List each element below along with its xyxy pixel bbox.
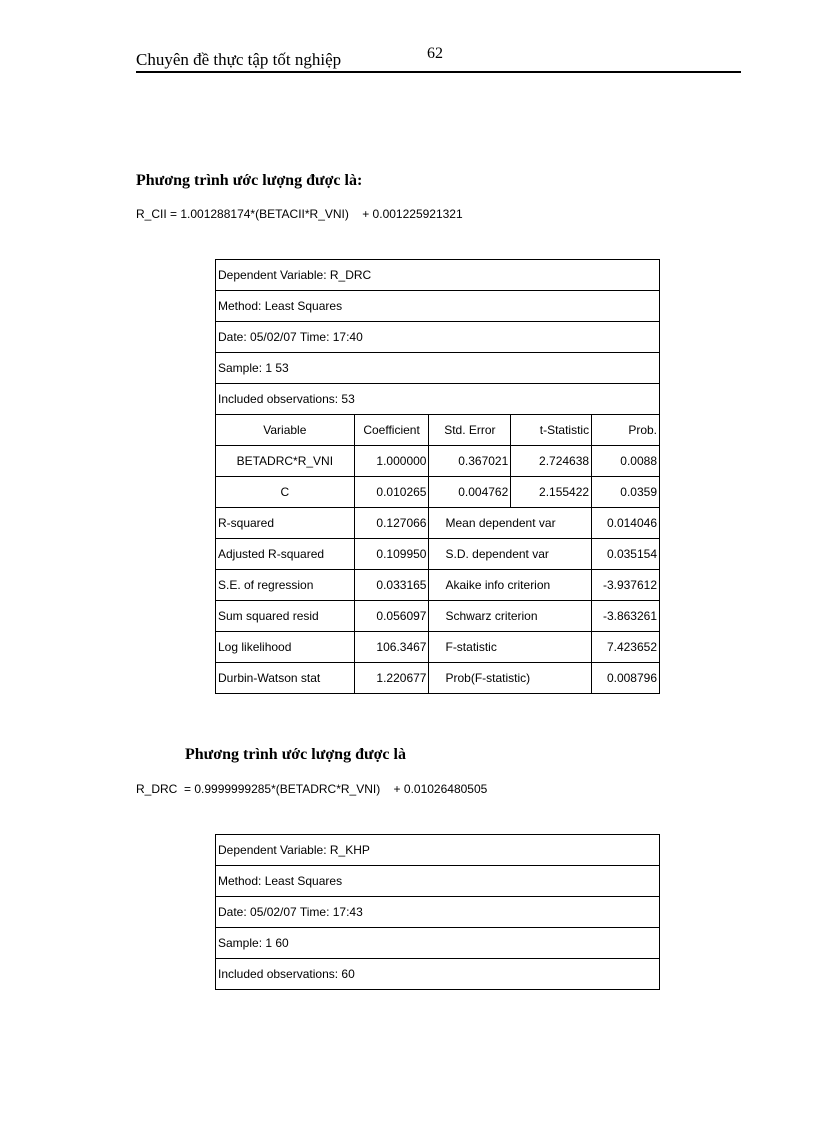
stat-label: Mean dependent var — [429, 508, 592, 539]
stat-row — [216, 663, 660, 694]
document-header-title: Chuyên đề thực tập tốt nghiệp — [136, 50, 342, 69]
stat-value: 0.056097 — [354, 601, 429, 632]
stat-value: -3.937612 — [592, 570, 660, 601]
dependent-variable: Dependent Variable: R_KHP — [216, 835, 660, 866]
regression-table-2 — [215, 834, 660, 990]
table-row — [216, 446, 660, 477]
stat-label: S.E. of regression — [216, 570, 355, 601]
stat-row — [216, 508, 660, 539]
column-header: Prob. — [592, 415, 660, 446]
prob-cell: 0.0359 — [592, 477, 660, 508]
section2-equation: R_DRC = 0.9999999285*(BETADRC*R_VNI) + 0.01026480505 — [136, 782, 488, 796]
column-header: t-Statistic — [511, 415, 592, 446]
section2-heading: Phương trình ước lượng được là — [185, 746, 406, 763]
stat-label: Sum squared resid — [216, 601, 355, 632]
prob-cell: 0.0088 — [592, 446, 660, 477]
t-statistic-cell: 2.724638 — [511, 446, 592, 477]
date-time: Date: 05/02/07 Time: 17:43 — [216, 897, 660, 928]
stat-value: 106.3467 — [354, 632, 429, 663]
std-error-cell: 0.004762 — [429, 477, 511, 508]
column-header-row — [216, 415, 660, 446]
stat-label: Akaike info criterion — [429, 570, 592, 601]
column-header: Std. Error — [429, 415, 511, 446]
method: Method: Least Squares — [216, 291, 660, 322]
t-statistic-cell: 2.155422 — [511, 477, 592, 508]
stat-label: Adjusted R-squared — [216, 539, 355, 570]
stat-label: Log likelihood — [216, 632, 355, 663]
stat-label: Prob(F-statistic) — [429, 663, 592, 694]
stat-value: 0.127066 — [354, 508, 429, 539]
section1-equation: R_CII = 1.001288174*(BETACII*R_VNI) + 0.001225921321 — [136, 207, 463, 221]
stat-value: -3.863261 — [592, 601, 660, 632]
regression-table-1 — [215, 259, 660, 694]
method: Method: Least Squares — [216, 866, 660, 897]
sample: Sample: 1 53 — [216, 353, 660, 384]
stat-row — [216, 632, 660, 663]
section1-heading: Phương trình ước lượng được là: — [136, 172, 363, 189]
stat-row — [216, 601, 660, 632]
stat-label: F-statistic — [429, 632, 592, 663]
dependent-variable: Dependent Variable: R_DRC — [216, 260, 660, 291]
stat-label: Durbin-Watson stat — [216, 663, 355, 694]
stat-label: R-squared — [216, 508, 355, 539]
variable-cell: C — [216, 477, 355, 508]
column-header: Variable — [216, 415, 355, 446]
stat-label: S.D. dependent var — [429, 539, 592, 570]
stat-value: 0.014046 — [592, 508, 660, 539]
stat-value: 7.423652 — [592, 632, 660, 663]
page-number: 62 — [427, 45, 443, 62]
variable-cell: BETADRC*R_VNI — [216, 446, 355, 477]
coefficient-cell: 1.000000 — [354, 446, 429, 477]
stat-label: Schwarz criterion — [429, 601, 592, 632]
header-divider — [136, 71, 741, 73]
sample: Sample: 1 60 — [216, 928, 660, 959]
table-row — [216, 477, 660, 508]
date-time: Date: 05/02/07 Time: 17:40 — [216, 322, 660, 353]
stat-value: 1.220677 — [354, 663, 429, 694]
coefficient-cell: 0.010265 — [354, 477, 429, 508]
stat-value: 0.109950 — [354, 539, 429, 570]
stat-value: 0.033165 — [354, 570, 429, 601]
stat-value: 0.008796 — [592, 663, 660, 694]
stat-row — [216, 539, 660, 570]
stat-value: 0.035154 — [592, 539, 660, 570]
std-error-cell: 0.367021 — [429, 446, 511, 477]
stat-row — [216, 570, 660, 601]
included-observations: Included observations: 53 — [216, 384, 660, 415]
included-observations: Included observations: 60 — [216, 959, 660, 990]
column-header: Coefficient — [354, 415, 429, 446]
